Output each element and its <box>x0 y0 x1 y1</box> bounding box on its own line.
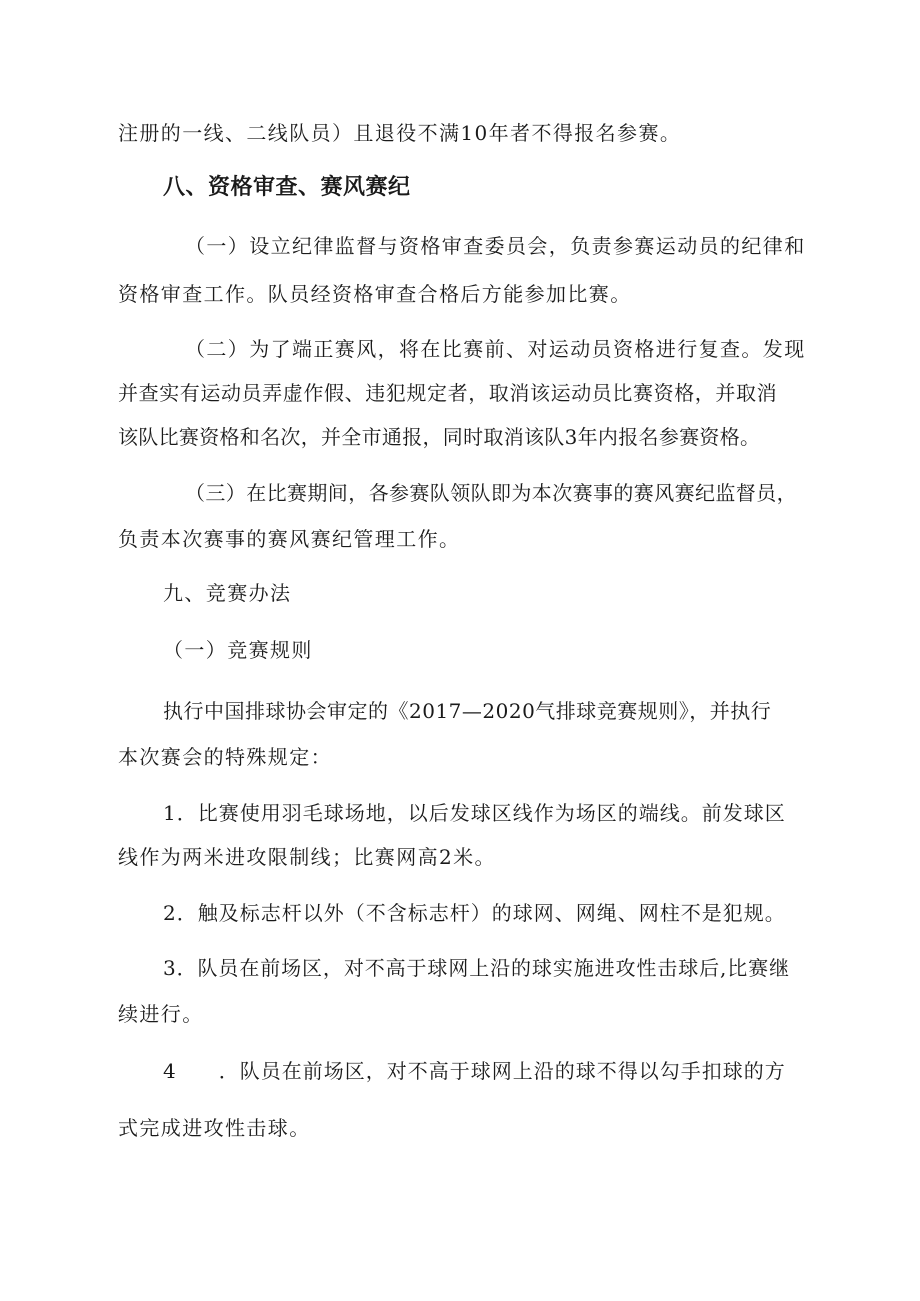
paragraph-line: （一）设立纪律监督与资格审查委员会，负责参赛运动员的纪律和 <box>185 234 806 258</box>
paragraph-line: 并查实有运动员弄虚作假、违犯规定者，取消该运动员比赛资格，并取消 <box>118 381 778 405</box>
list-item-1-cont: 线作为两米进攻限制线；比赛网高2米。 <box>118 845 496 869</box>
paragraph-line: 执行中国排球协会审定的《2017—2020气排球竞赛规则》，并执行 <box>163 699 772 723</box>
list-item-1: 1．比赛使用羽毛球场地，以后发球区线作为场区的端线。前发球区 <box>163 801 786 825</box>
paragraph-line: （二）为了端正赛风，将在比赛前、对运动员资格进行复查。发现 <box>185 337 806 361</box>
paragraph-line: 资格审查工作。队员经资格审查合格后方能参加比赛。 <box>118 282 632 306</box>
section-heading-8: 八、资格审查、赛风赛纪 <box>163 175 411 200</box>
list-item-3-cont: 续进行。 <box>118 1002 204 1026</box>
paragraph-line: 负责本次赛事的赛风赛纪管理工作。 <box>118 527 461 551</box>
paragraph-line: 本次赛会的特殊规定： <box>118 745 332 769</box>
list-item-2: 2．触及标志杆以外（不含标志杆）的球网、网绳、网柱不是犯规。 <box>163 901 786 925</box>
subsection-heading: （一）竞赛规则 <box>163 638 313 662</box>
list-item-4: 4 ．队员在前场区，对不高于球网上沿的球不得以勾手扣球的方 <box>163 1059 786 1083</box>
paragraph-line: 注册的一线、二线队员）且退役不满10年者不得报名参赛。 <box>118 121 682 145</box>
paragraph-line: 该队比赛资格和名次，并全市通报，同时取消该队3年内报名参赛资格。 <box>118 425 761 449</box>
list-item-3: 3．队员在前场区，对不高于球网上沿的球实施进攻性击球后,比赛继 <box>163 956 790 980</box>
paragraph-line: （三）在比赛期间，各参赛队领队即为本次赛事的赛风赛纪监督员， <box>185 481 797 505</box>
section-heading-9: 九、竞赛办法 <box>163 581 292 605</box>
list-item-4-cont: 式完成进攻性击球。 <box>118 1116 311 1140</box>
